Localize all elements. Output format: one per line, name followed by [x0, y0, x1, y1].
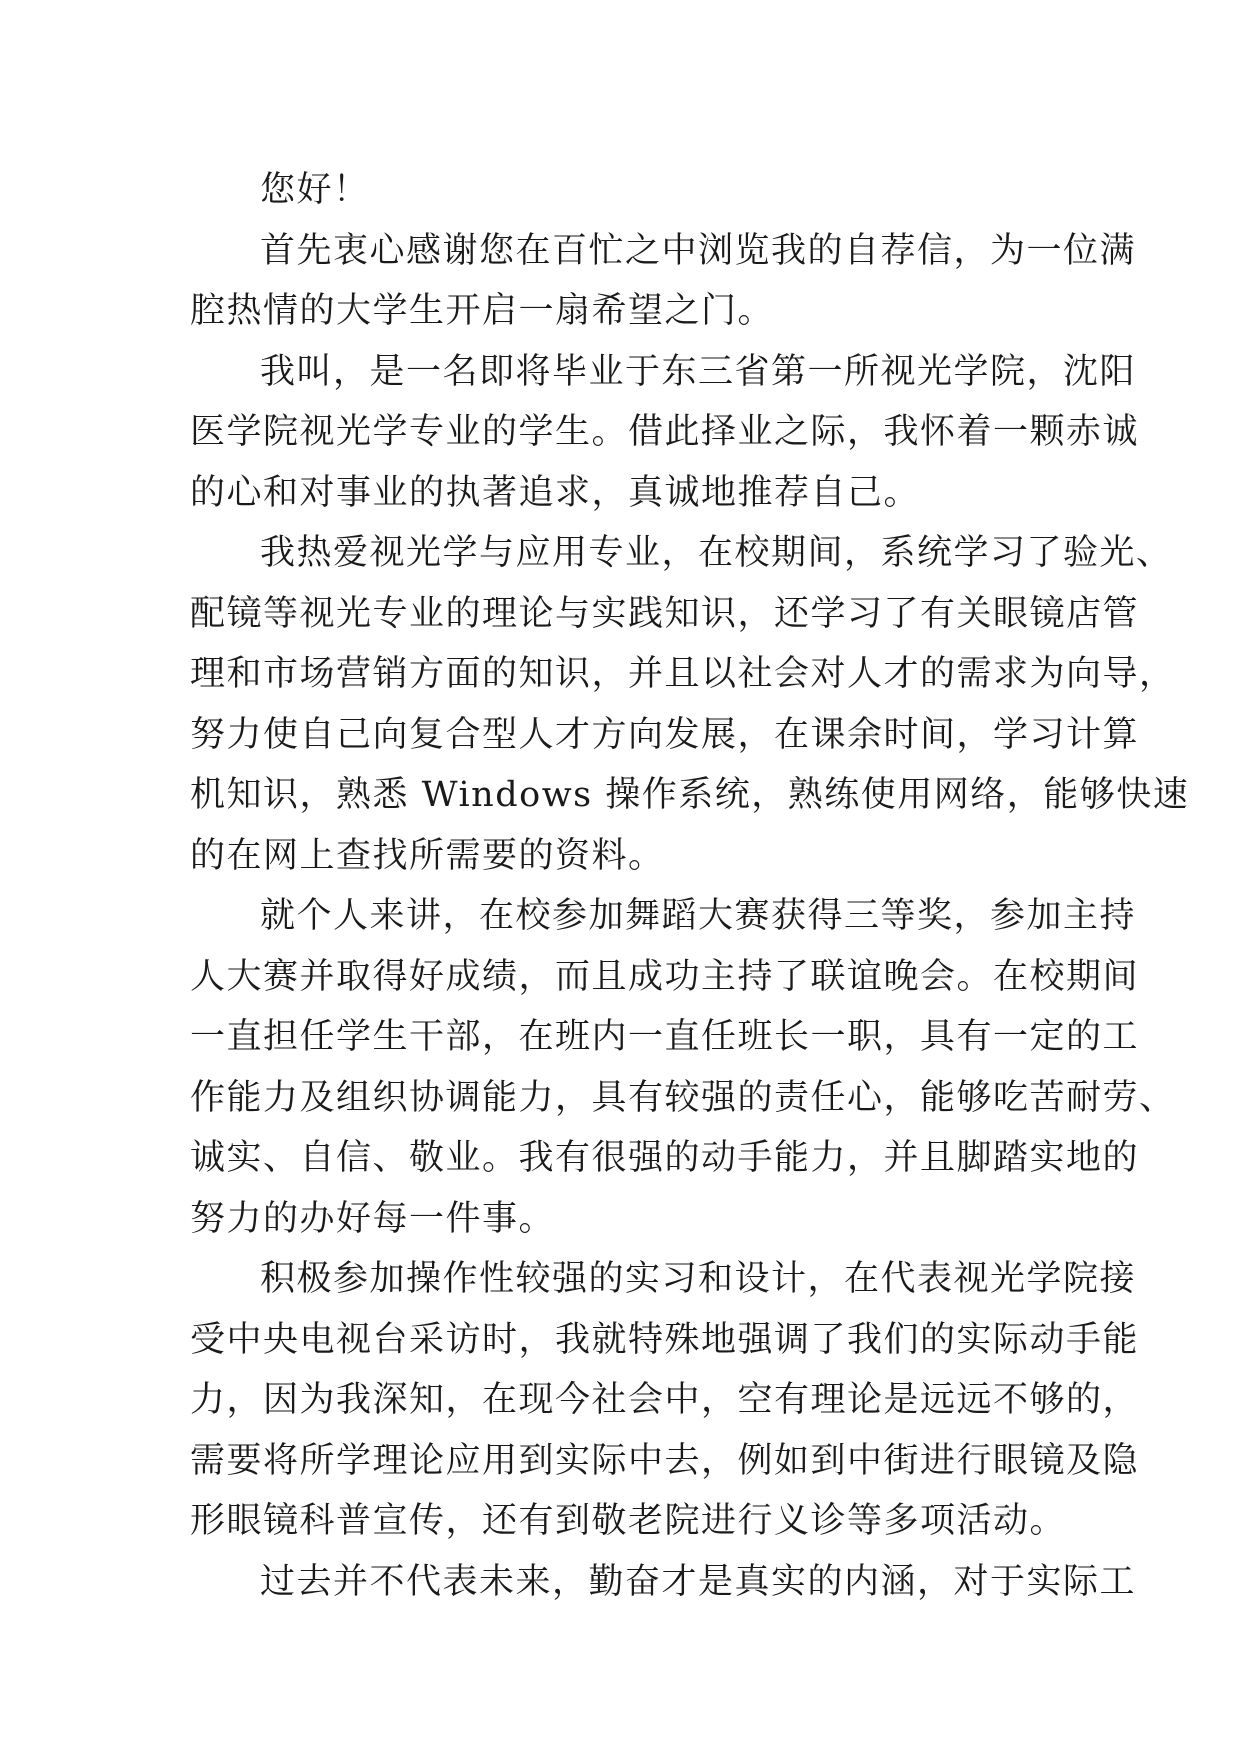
paragraph-line: 形眼镜科普宣传，还有到敬老院进行义诊等多项活动。: [190, 1501, 1067, 1541]
paragraph-first-line: 首先衷心感谢您在百忙之中浏览我的自荐信，为一位满: [260, 230, 1137, 271]
paragraph-line: 诚实、自信、敬业。我有很强的动手能力，并且脚踏实地的: [190, 1138, 1140, 1178]
paragraph-line: 作能力及组织协调能力，具有较强的责任心，能够吃苦耐劳、: [190, 1077, 1176, 1118]
paragraph-line: 人大赛并取得好成绩，而且成功主持了联谊晚会。在校期间: [190, 956, 1140, 997]
paragraph-first-line: 我热爱视光学与应用专业，在校期间，系统学习了验光、: [260, 533, 1173, 573]
paragraph-line: 机知识，熟悉 Windows 操作系统，熟练使用网络，能够快速: [190, 775, 1190, 815]
paragraph-line: 医学院视光学专业的学生。借此择业之际，我怀着一颗赤诚: [190, 412, 1140, 452]
paragraph-first-line: 您好！: [260, 170, 370, 210]
paragraph-line: 努力的办好每一件事。: [190, 1198, 556, 1239]
paragraph-line: 受中央电视台采访时，我就特殊地强调了我们的实际动手能: [190, 1319, 1140, 1360]
paragraph-line: 腔热情的大学生开启一扇希望之门。: [190, 291, 775, 331]
paragraph-line: 一直担任学生干部，在班内一直任班长一职，具有一定的工: [190, 1017, 1140, 1057]
paragraph-first-line: 积极参加操作性较强的实习和设计，在代表视光学院接: [260, 1259, 1137, 1299]
paragraph-first-line: 过去并不代表未来，勤奋才是真实的内涵，对于实际工: [260, 1561, 1137, 1602]
paragraph-line: 的心和对事业的执著追求，真诚地推荐自己。: [190, 472, 921, 513]
letter-body: [190, 160, 1190, 1612]
paragraph-first-line: 我叫，是一名即将毕业于东三省第一所视光学院，沈阳: [260, 351, 1137, 392]
paragraph-line: 努力使自己向复合型人才方向发展，在课余时间，学习计算: [190, 714, 1140, 755]
paragraph-line: 力，因为我深知，在现今社会中，空有理论是远远不够的，: [190, 1380, 1140, 1420]
paragraph-first-line: 就个人来讲，在校参加舞蹈大赛获得三等奖，参加主持: [260, 896, 1137, 936]
paragraph-line: 理和市场营销方面的知识，并且以社会对人才的需求为向导，: [190, 654, 1176, 694]
paragraph-line: 配镜等视光专业的理论与实践知识，还学习了有关眼镜店管: [190, 593, 1140, 634]
paragraph-line: 需要将所学理论应用到实际中去，例如到中街进行眼镜及隐: [190, 1440, 1140, 1481]
paragraph-line: 的在网上查找所需要的资料。: [190, 835, 665, 876]
